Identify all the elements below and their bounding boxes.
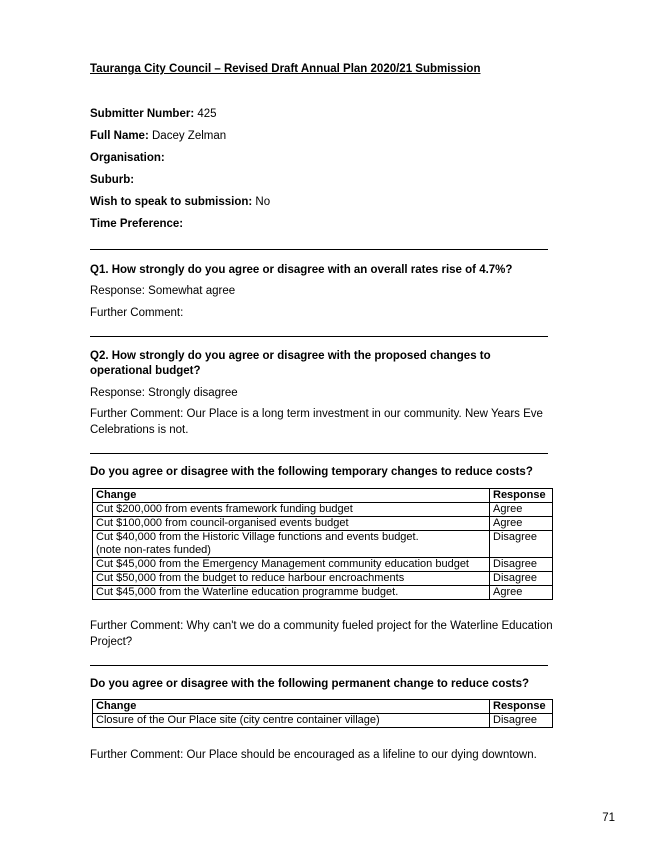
organisation-field xyxy=(90,152,165,164)
response-column-header: Response xyxy=(490,700,553,714)
response-cell: Disagree xyxy=(490,531,553,558)
temporary-question: Do you agree or disagree with the following temporary changes to reduce costs? xyxy=(90,466,533,478)
q2-comment: Further Comment: Our Place is a long term investment in our community. New Years Eve Celebrations is not. xyxy=(90,408,543,436)
full-name-field xyxy=(90,130,226,142)
speak-field xyxy=(90,196,270,208)
full-name-label: Full Name: xyxy=(90,130,149,142)
response-cell: Agree xyxy=(490,586,553,600)
section-divider xyxy=(90,249,548,250)
submitter-number-value: 425 xyxy=(197,108,217,120)
q2-response: Response: Strongly disagree xyxy=(90,387,238,399)
table-row xyxy=(93,572,553,586)
page-title: Tauranga City Council – Revised Draft Annual Plan 2020/21 Submission xyxy=(90,63,481,75)
table-header-row xyxy=(93,489,553,503)
speak-value: No xyxy=(255,196,271,208)
response-cell: Disagree xyxy=(490,558,553,572)
table-row xyxy=(93,558,553,572)
suburb-label: Suburb: xyxy=(90,174,135,186)
change-cell: Cut $45,000 from the Waterline education programme budget. xyxy=(93,586,490,600)
submitter-number-label: Submitter Number: xyxy=(90,108,195,120)
change-cell: Cut $100,000 from council-organised events budget xyxy=(93,517,490,531)
time-preference-field xyxy=(90,218,183,230)
permanent-changes-table xyxy=(92,699,553,728)
response-cell: Agree xyxy=(490,503,553,517)
response-cell: Disagree xyxy=(490,572,553,586)
speak-label: Wish to speak to submission: xyxy=(90,196,253,208)
suburb-field xyxy=(90,174,134,186)
change-cell: Cut $200,000 from events framework funding budget xyxy=(93,503,490,517)
change-cell: Cut $50,000 from the budget to reduce harbour encroachments xyxy=(93,572,490,586)
time-preference-label: Time Preference: xyxy=(90,218,184,230)
table-header-row xyxy=(93,700,553,714)
temporary-changes-table xyxy=(92,488,553,600)
temporary-comment: Further Comment: Why can't we do a community fueled project for the Waterline Education Project? xyxy=(90,620,553,648)
q2-question: Q2. How strongly do you agree or disagree with the proposed changes to operational budget? xyxy=(90,350,491,377)
change-cell xyxy=(93,531,490,558)
q1-response: Response: Somewhat agree xyxy=(90,285,236,297)
change-column-header: Change xyxy=(93,700,490,714)
change-cell: Cut $45,000 from the Emergency Management community education budget xyxy=(93,558,490,572)
section-divider xyxy=(90,453,548,454)
permanent-question: Do you agree or disagree with the following permanent change to reduce costs? xyxy=(90,678,529,690)
page-number: 71 xyxy=(602,812,615,824)
response-cell: Agree xyxy=(490,517,553,531)
table-row xyxy=(93,586,553,600)
table-row xyxy=(93,714,553,728)
change-text: Cut $40,000 from the Historic Village functions and events budget. xyxy=(96,531,419,543)
submitter-number-field xyxy=(90,108,217,120)
table-row xyxy=(93,531,553,558)
change-cell: Closure of the Our Place site (city centre container village) xyxy=(93,714,490,728)
full-name-value: Dacey Zelman xyxy=(152,130,227,142)
response-column-header: Response xyxy=(490,489,553,503)
q1-comment: Further Comment: xyxy=(90,307,184,319)
permanent-comment: Further Comment: Our Place should be encouraged as a lifeline to our dying downtown. xyxy=(90,749,537,761)
section-divider xyxy=(90,665,548,666)
change-note: (note non-rates funded) xyxy=(96,544,211,556)
response-cell: Disagree xyxy=(490,714,553,728)
change-column-header: Change xyxy=(93,489,490,503)
q1-question: Q1. How strongly do you agree or disagree with an overall rates rise of 4.7%? xyxy=(90,264,513,276)
table-row xyxy=(93,517,553,531)
organisation-label: Organisation: xyxy=(90,152,165,164)
table-row xyxy=(93,503,553,517)
section-divider xyxy=(90,336,548,337)
